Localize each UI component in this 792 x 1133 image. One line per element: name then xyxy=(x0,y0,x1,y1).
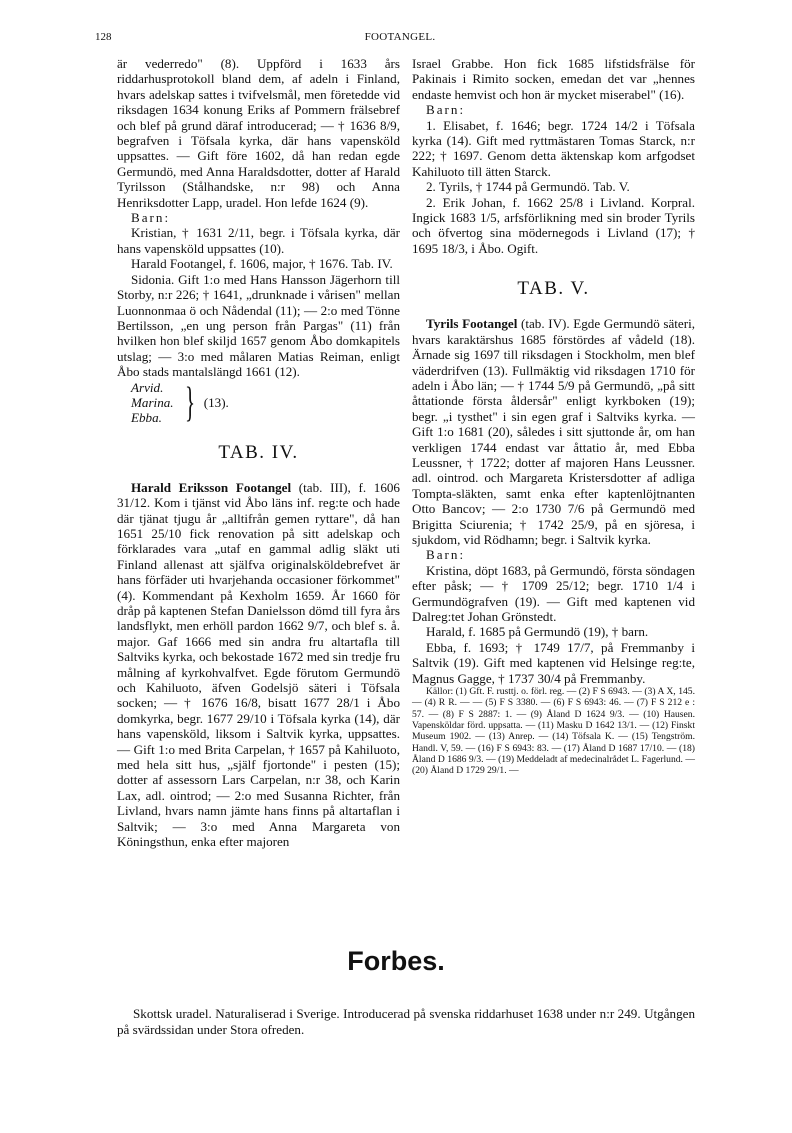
entry-ebba: Ebba, f. 1693; † 1749 17/7, på Fremmanby i Saltvik (19). Gift med kaptenen vid Helsinge reg:te, Magnus Gagge, † 1737 30/4 på Fremmanby. xyxy=(412,639,695,686)
name-group-ref: (13). xyxy=(203,394,229,410)
entry-elisabet: 1. Elisabet, f. 1646; begr. 1724 14/2 i Töfsala kyrka (14). Gift med ryttmästaren Tomas Starck, n:r 222; † 1697. Genom detta äktenskap kom arfgodset Kahiluoto till ätten Starck. xyxy=(412,117,695,179)
running-title: FOOTANGEL. xyxy=(364,31,436,43)
name-marina: Marina. xyxy=(131,394,174,410)
entry-kristian: Kristian, † 1631 2/11, begr. i Töfsala kyrka, där hans vapensköld uppsattes (10). xyxy=(117,225,400,256)
name-ebba: Ebba. xyxy=(131,410,162,426)
forbes-paragraph: Skottsk uradel. Naturaliserad i Sverige. Introducerad på svenska riddarhuset 1638 under n:r 249. Utgången på svärdssidan under Stora ofreden. xyxy=(117,1006,695,1038)
entry-erik-johan: 2. Erik Johan, f. 1662 25/8 i Livland. Korpral. Ingick 1683 1/5, arfsförlikning med sin broder Tyrils och öfvertog sina mödernegods i Livland (17); † 1695 18/3, i Åbo. Ogift. xyxy=(412,194,695,256)
tab5-person-name: Tyrils Footangel xyxy=(426,316,518,332)
entry-harald-2: Harald, f. 1685 på Germundö (19), † barn. xyxy=(426,624,649,640)
name-group xyxy=(131,380,400,426)
entry-kristina: Kristina, döpt 1683, på Germundö, första söndagen efter påsk; — † 1709 25/12; begr. 1710 1/4 i Germundögrafven (19). — Gift med kaptenen vid Dalreg:tet Johan Grönstedt. xyxy=(412,562,695,624)
entry-sidonia: Sidonia. Gift 1:o med Hans Hansson Jägerhorn till Storby, n:r 226; † 1641, „drunknade i vårisen" mellan Luonnonmaa ö och Nådendal (11); — 2:o med Tönne Bertilsson, „en ung person från Pargas" (11) från hvilken hon blef skiljd 1657 genom Åbo domkapitels utslag; — 3:o med målaren Matias Reiman, enligt Åbo stads mantalslängd 1661 (12). xyxy=(117,271,400,380)
tab5-paragraph xyxy=(412,316,695,547)
tab5-text: (tab. IV). Egde Germundö säteri, hvars karaktärshus 1685 förstördes af vådeld (18). Ärnade sig 1697 till riksdagen i Stockholm, men blef väderdrifven (13). Fullmäktig vid riksdagen 1710 för adeln i Åbo län; — † 1744 5/9 på Germundö, „på sitt åttationde första åldersår" enligt kyrkboken (19); begr. „i tysthet" i sin egen graf i Saltviks kyrka. — Gift 1:o 1681 (20), således i sitt sjuttonde år, om han verkligen 1744 endast var åttatio år, med Ebba Leussner, † 1722; dotter af majoren Hans Leussner. adl. ointrod. och Margareta Kristersdotter af adliga Tompta-släkten, samt enka efter kaptenlöjtnanten Otto Bancov; — 2:o 1730 7/6 på Germundö med Brigitta Sciurenia; † 1742 25/9, på en sjöresa, i sjukdom, vid Rödhamn; begr. i Saltvik kyrka. xyxy=(412,316,695,547)
tab4-paragraph xyxy=(117,480,400,850)
section-title-forbes: Forbes. xyxy=(347,946,445,976)
table-heading-iv: TAB. IV. xyxy=(218,441,299,463)
name-arvid: Arvid. xyxy=(131,379,164,395)
table-heading-v: TAB. V. xyxy=(517,278,590,300)
tab4-person-name: Harald Eriksson Footangel xyxy=(131,479,292,495)
entry-tyrils: 2. Tyrils, † 1744 på Germundö. Tab. V. xyxy=(426,179,630,195)
name-group-list xyxy=(131,380,174,426)
tab4-text: (tab. III), f. 1606 31/12. Kom i tjänst vid Åbo läns inf. reg:te och hade där tjänat tjugu år „alltifrån gemen ryttare", då han 1651 25/10 fick renovation på sitt adelskap och förklarades vara „utaf en gammal adlig släkt uti Finland allenast att själfva originalsköldebrefvet är hans förfäder uti hvarjehanda occasioner förkommet" (4). Kommendant på Kexholm 1659. År 1660 för dråp på kaptenen Stefan Danielsson dömd till fyra års landsflykt, men erhöll pardon 1662 9/7, och blef s. å. major. Gaf 1666 med sin andra fru altartafla till Saltviks kyrka, och bekostade 1672 med sin tredje fru målning af kyrkohvalfvet. Egde förutom Germundö och Kahiluoto, äfven Godelsjö säteri i Töfsala socken; — † 1676 16/8, bisatt 1677 28/1 i Åbo domkyrka, begr. 1677 29/10 i Töfsala kyrka (14), där hans vapensköld, liksom i Saltvik kyrka, uppsattes. — Gift 1:o med Brita Carpelan, † 1657 på Kahiluoto, med hela sitt hus, „själf fjortonde" i pesten (15); dotter af assessorn Lars Carpelan, n:r 38, och Karin Lax, adl. ointrod; — 2:o med Susanna Richter, från Livland, hvars namn jämte hans finns på altartaflan i Saltvik; — 3:o med Anna Margareta von Köningsthun, enka efter majoren xyxy=(117,479,400,850)
left-paragraph-1: är vederredo" (8). Uppförd i 1633 års riddarhusprotokoll bland dem, af adeln i Finland, hvars adelskap sattes i tvifvelsmål, men företedde vid riksdagen 1634 konung Eriks af Pommern frälsebref och blef på grund däraf introducerad; — † 1636 8/9, begrafven i Töfsala kyrka, där hans vapensköld uppsattes. — Gift före 1602, då han redan egde Germundö, med Anna Haraldsdotter, dotter af Harald Tyrilsson (Stålhandske, n:r 98) och Anna Henriksdotter Lapp, uradel. Hon lefde 1624 (9). xyxy=(117,56,400,210)
left-column xyxy=(117,56,400,850)
brace-icon: } xyxy=(184,379,195,426)
sources-note: Källor: (1) Gft. F. rusttj. o. förl. reg. — (2) F S 6943. — (3) A X, 145. — (4) R R. — — (5) F S 3380. — (6) F S 6943: 46. — (7) F S 212 e : 57. — (8) F S 2887: 1. — (9) Åland D 1624 9/3. — (10) Hausen. Vapensköldar förd. uppsatta. — (11) Masku D 1642 13/1. — (12) Finskt Museum 1902. — (13) Anrep. — (14) Töfsala K. — (15) Tengström. Handl. V, 59. — (16) F S 6943: 83. — (17) Åland D 1687 17/10. — (18) Åland D 1686 9/3. — (19) Meddeladt af medecinalrådet L. Fagerlund. — (20) Åland D 1729 29/1. — xyxy=(412,686,695,777)
page-header xyxy=(95,31,705,47)
page-number: 128 xyxy=(95,31,112,43)
right-paragraph-1: Israel Grabbe. Hon fick 1685 lifstidsfrälse för Pakinais i Rimito socken, emedan det var „hennes endaste hemvist och hon är mycket miserabel" (16). xyxy=(412,56,695,102)
entry-harald: Harald Footangel, f. 1606, major, † 1676. Tab. IV. xyxy=(131,256,393,272)
right-column xyxy=(412,56,695,776)
children-heading-3: Barn: xyxy=(426,547,466,563)
children-heading-2: Barn: xyxy=(426,102,466,118)
children-heading: Barn: xyxy=(131,210,171,226)
